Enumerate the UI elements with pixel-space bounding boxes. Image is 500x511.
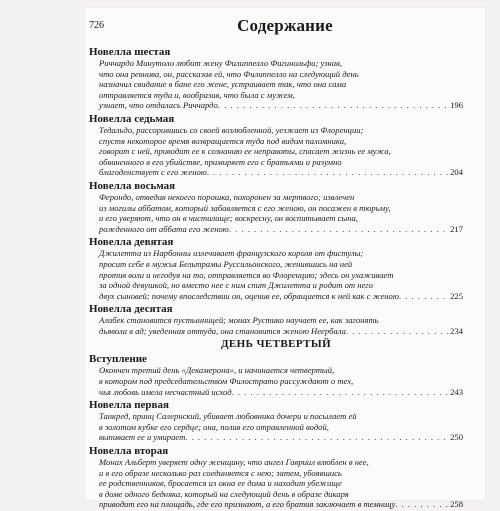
- entry-last-line: [89, 432, 463, 443]
- entry-last-line: [89, 167, 463, 178]
- entry-line: Алибек становится пустынницей; монах Рустико научает ее, как загонять: [99, 315, 379, 326]
- entry-line: Риччардо Минутоло любит жену Филиппелло Фигинольфи; узнав,: [99, 58, 342, 68]
- entry-page-number: 217: [450, 223, 463, 234]
- book-page: [85, 8, 485, 510]
- entry-line-text: дьявола в ад; уведенная оттуда, она становится женою Неербала: [99, 325, 346, 336]
- dot-leader: [218, 100, 449, 111]
- entry-line: Танкред, принц Салернский, убивает любовника дочери и посылает ей: [99, 411, 357, 422]
- entry-line-text: чья любовь имела несчастный исход: [99, 386, 232, 397]
- entry-last-line: [89, 291, 463, 302]
- entry-line: говорит с ней, приводит ее к сознанию ее неправоты, спасает жизнь ее мужа,: [99, 146, 391, 157]
- entry-page-number: 234: [450, 325, 463, 336]
- entry-last-line: [89, 499, 463, 510]
- entry-line: обвиненного в его убийстве, примиряет его с братьями и разумно: [99, 156, 342, 167]
- toc-entry: [89, 303, 463, 336]
- toc-entry: [89, 236, 463, 301]
- entry-heading: Новелла седьмая: [89, 112, 175, 125]
- entry-line: спустя некоторое время возвращается туда под видом паломника,: [99, 135, 347, 146]
- entry-line-text: двух сыновей; почему впоследствии он, оценив ее, обращается к ней как с женою: [99, 290, 399, 301]
- dot-leader: [207, 167, 449, 178]
- toc-entry: [89, 445, 463, 510]
- entry-line: и в его образе несколько раз соединяется с нею; затем, убоявшись: [99, 467, 342, 478]
- toc-entry: [89, 399, 463, 443]
- dot-leader: [232, 387, 450, 398]
- entry-line: в доме одного бедняка, который на следующий день в образе дикаря: [99, 488, 349, 499]
- entry-last-line: [89, 326, 463, 337]
- entry-line: в котором под председательством Филострато рассуждают о тех,: [99, 376, 354, 387]
- entry-line-text: благоденствует с его женою: [99, 167, 207, 178]
- dot-leader: [395, 499, 449, 510]
- entry-line-text: приводит его на площадь, где его признают, а его братия заключает в темницу: [99, 499, 396, 510]
- entry-line: что она ревнива, он, рассказав ей, что Филиппелло на следующий день: [99, 68, 359, 79]
- entry-line-text: рожденного от аббата его женою: [99, 223, 229, 234]
- entry-line: отправляется туда и, вообразив, что была с мужем,: [99, 89, 295, 100]
- toc-entry: [89, 180, 463, 234]
- dot-leader: [399, 291, 449, 302]
- entry-page-number: 250: [450, 432, 463, 443]
- entry-line-text: узнает, что отдалась Риччардо: [99, 100, 218, 111]
- entry-heading: Новелла десятая: [89, 303, 173, 316]
- entry-line: просит себе в мужья Бельтрамы Руссильонского, женившись на ней: [99, 258, 353, 269]
- page-title: Содержание: [237, 16, 333, 35]
- entry-page-number: 225: [450, 290, 463, 301]
- entry-line: за одной девушкой, но вместо нее с ним спит Джилетта и родит от него: [99, 280, 373, 291]
- entry-line: из могилы аббатом, который забавляется с его женою, он посажен в тюрьму,: [99, 202, 391, 213]
- entry-heading: Новелла девятая: [89, 236, 174, 249]
- entry-line-text: выпивает ее и умирает: [99, 432, 186, 443]
- toc-entry: [89, 46, 463, 111]
- entry-line: Джилетта из Нарбонны излечивает французского короля от фистулы;: [99, 248, 364, 259]
- entry-heading: Новелла вторая: [89, 445, 169, 458]
- entry-last-line: [89, 387, 463, 398]
- entry-heading: Новелла первая: [89, 399, 169, 412]
- entry-page-number: 204: [450, 167, 463, 178]
- dot-leader: [229, 224, 449, 235]
- day-heading: ДЕНЬ ЧЕТВЕРТЫЙ: [220, 338, 332, 351]
- entry-line: Монах Альберт уверяет одну женщину, что ангел Гавриил влюблен в нее,: [99, 457, 369, 468]
- entry-line: Окончен третий день «Декамерона», и начинается четвертый,: [99, 365, 335, 376]
- table-of-contents: [89, 44, 463, 511]
- entry-line: Тедальдо, рассорившись со своей возлюбленной, уезжает из Флоренции;: [99, 124, 364, 135]
- entry-last-line: [89, 100, 463, 111]
- entry-line: Ферондо, отведав некоего порошка, похоронен за мертвого; извлечен: [99, 191, 355, 202]
- entry-heading: Вступление: [89, 353, 147, 366]
- dot-leader: [346, 326, 449, 337]
- entry-line: назначил свидание в бане его жене, устраивает так, что она сама: [99, 79, 347, 90]
- dot-leader: [185, 432, 449, 443]
- entry-line: и его уверяют, что он в чистилище; воскресну, он воспитывает сына,: [99, 213, 358, 224]
- entry-page-number: 258: [450, 499, 463, 510]
- entry-heading: Новелла шестая: [89, 46, 171, 58]
- entry-page-number: 196: [450, 100, 463, 111]
- toc-entry: [89, 113, 463, 178]
- toc-entry: [89, 353, 463, 397]
- page-number: 726: [89, 20, 104, 31]
- entry-last-line: [89, 224, 463, 235]
- entry-line: в золотом кубке его сердце; она, полив его отравленной водой,: [99, 421, 329, 432]
- entry-heading: Новелла восьмая: [89, 179, 176, 192]
- entry-line: ее родственников, бросается из окна ее дома и находит убежище: [99, 478, 342, 489]
- entry-page-number: 243: [450, 386, 463, 397]
- entry-line: против воли и негодуя на то, отправляется во Флоренцию; здесь он ухаживает: [99, 269, 394, 280]
